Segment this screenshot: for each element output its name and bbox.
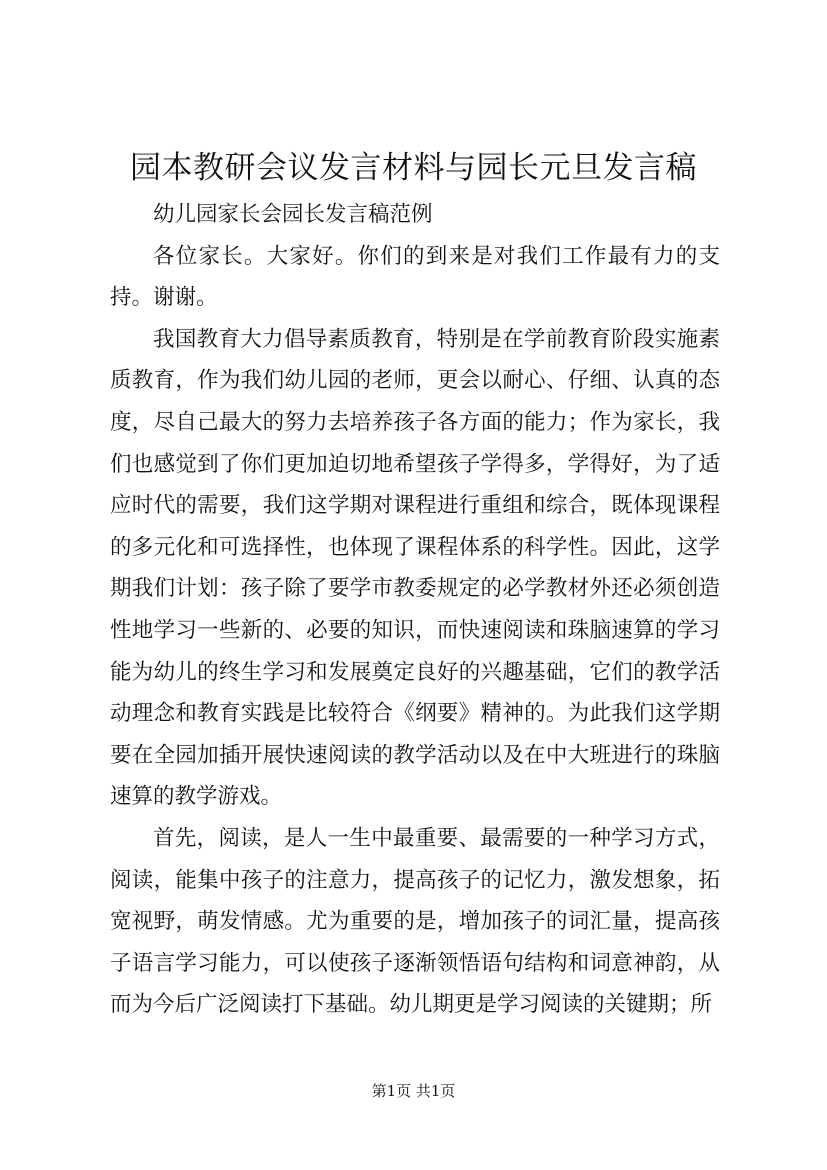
page-footer: 第1页 共1页: [371, 1082, 456, 1100]
paragraph-greeting: 各位家长。大家好。你们的到来是对我们工作最有力的支持。谢谢。: [110, 243, 720, 311]
paragraph-reading: 首先，阅读，是人一生中最重要、最需要的一种学习方式，阅读，能集中孩子的注意力，提高孩子的记忆力，激发想象，拓宽视野，萌发情感。尤为重要的是，增加孩子的词汇量，提高孩子语言学习能力，可以使孩子逐渐领悟语句结构和词意神韵，从而为今后广泛阅读打下基础。幼儿期更是学习阅读的关键期；所: [110, 825, 720, 1018]
document-body: [110, 194, 720, 1026]
page-title: 园本教研会议发言材料与园长元旦发言稿: [130, 150, 697, 186]
paragraph-subtitle: 幼儿园家长会园长发言稿范例: [153, 202, 433, 227]
paragraph-quality-education: 我国教育大力倡导素质教育，特别是在学前教育阶段实施素质教育，作为我们幼儿园的老师，更会以耐心、仔细、认真的态度，尽自己最大的努力去培养孩子各方面的能力；作为家长，我们也感觉到了你们更加迫切地希望孩子学得多，学得好，为了适应时代的需要，我们这学期对课程进行重组和综合，既体现课程的多元化和可选择性，也体现了课程体系的科学性。因此，这学期我们计划：孩子除了要学市教委规定的必学教材外还必须创造性地学习一些新的、必要的知识，而快速阅读和珠脑速算的学习能为幼儿的终生学习和发展奠定良好的兴趣基础，它们的教学活动理念和教育实践是比较符合《纲要》精神的。为此我们这学期要在全园加插开展快速阅读的教学活动以及在中大班进行的珠脑速算的教学游戏。: [110, 326, 720, 810]
